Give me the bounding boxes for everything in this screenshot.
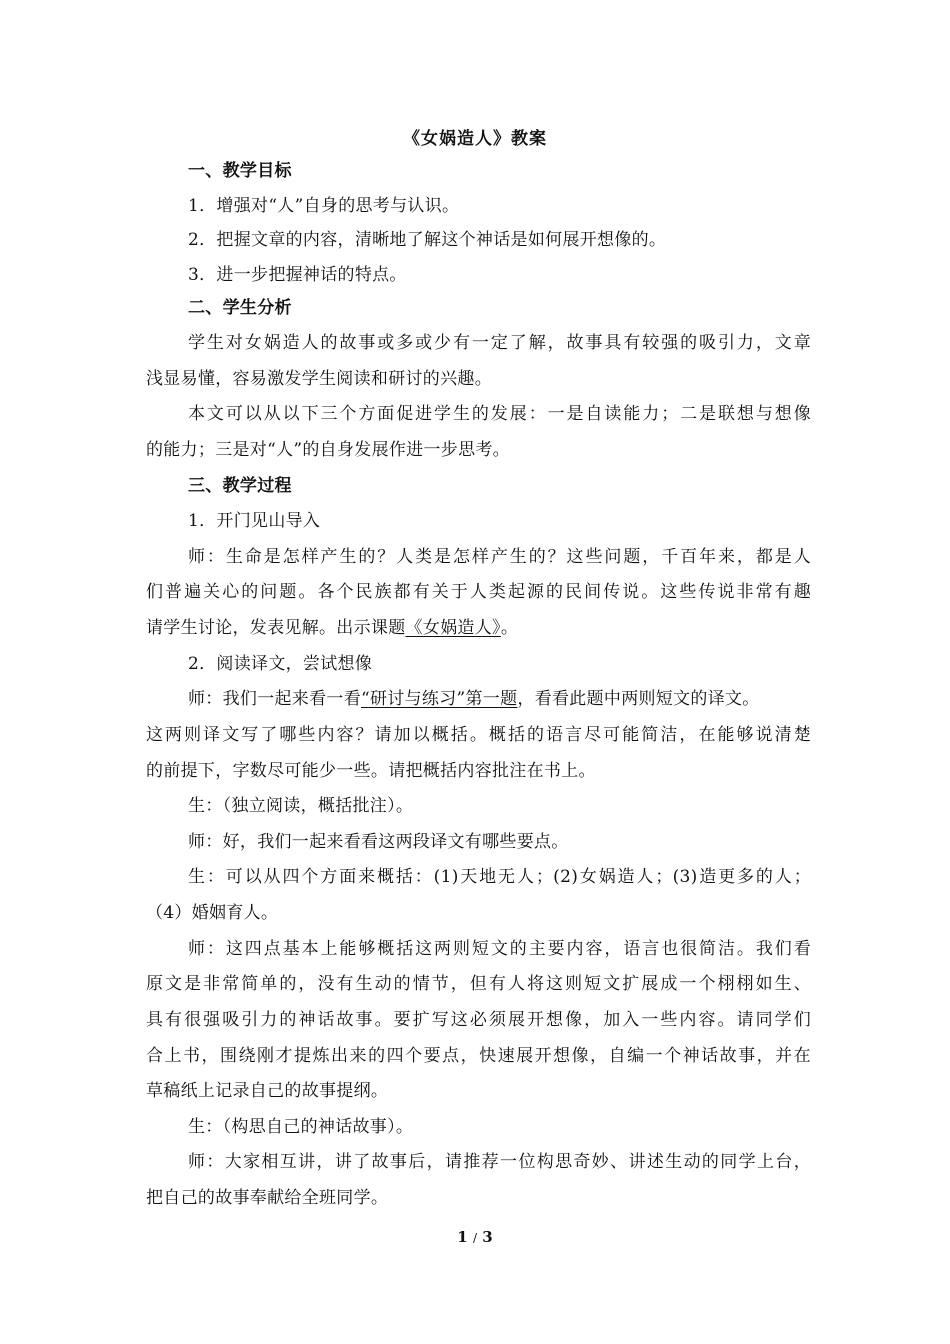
step-heading-2: 2．阅读译文，尝试想像 xyxy=(188,654,373,674)
document-title: 《女娲造人》教案 xyxy=(403,129,547,149)
paragraph-line xyxy=(146,617,811,639)
paragraph-line: 师：这四点基本上能够概括这两则短文的主要内容，语言也很简洁。我们看 xyxy=(188,939,811,959)
section-heading-students: 二、学生分析 xyxy=(188,298,292,318)
paragraph-line: 生：可以从四个方面来概括：(1)天地无人；(2)女娲造人；(3)造更多的人； xyxy=(188,867,811,887)
paragraph-line: 浅显易懂，容易激发学生阅读和研讨的兴趣。 xyxy=(146,369,492,389)
paragraph-line: 们普遍关心的问题。各个民族都有关于人类起源的民间传说。这些传说非常有趣 xyxy=(146,582,811,602)
paragraph-line: 的前提下，字数尽可能少一些。请把概括内容批注在书上。 xyxy=(146,761,596,781)
paragraph-line: 本文可以从以下三个方面促进学生的发展：一是自读能力；二是联想与想像 xyxy=(188,404,811,424)
paragraph-line: 生：（构思自己的神话故事）。 xyxy=(188,1117,414,1137)
paragraph-line: 这两则译文写了哪些内容？请加以概括。概括的语言尽可能简洁，在能够说清楚 xyxy=(146,725,811,745)
paragraph-line: 师：生命是怎样产生的？人类是怎样产生的？这些问题，千百年来，都是人 xyxy=(188,547,811,567)
exercise-link[interactable]: “研讨与练习”第一题 xyxy=(361,689,518,709)
section-heading-goals: 一、教学目标 xyxy=(188,161,292,181)
section-heading-process: 三、教学过程 xyxy=(188,476,292,496)
text-span: 师：我们一起来看一看 xyxy=(188,689,361,709)
paragraph-line: 合上书，围绕刚才提炼出来的四个要点，快速展开想像，自编一个神话故事，并在 xyxy=(146,1046,811,1066)
page-separator: / xyxy=(472,1231,478,1245)
text-span: ，看看此题中两则短文的译文。 xyxy=(517,689,760,709)
goal-item-2: 2．把握文章的内容，清晰地了解这个神话是如何展开想像的。 xyxy=(188,230,667,250)
text-span: 。 xyxy=(500,618,519,638)
paragraph-line: 师：好，我们一起来看看这两段译文有哪些要点。 xyxy=(188,832,569,852)
paragraph-line: 草稿纸上记录自己的故事提纲。 xyxy=(146,1081,389,1101)
step-heading-1: 1．开门见山导入 xyxy=(188,511,321,531)
paragraph-line: 师：大家相互讲，讲了故事后，请推荐一位构思奇妙、讲述生动的同学上台， xyxy=(188,1152,811,1172)
paragraph-line: 具有很强吸引力的神话故事。要扩写这必须展开想像，加入一些内容。请同学们 xyxy=(146,1010,811,1030)
paragraph-line: 的能力；三是对“人”的自身发展作进一步思考。 xyxy=(146,440,510,460)
goal-item-1: 1．增强对“人”自身的思考与认识。 xyxy=(188,196,460,216)
paragraph-line: 把自己的故事奉献给全班同学。 xyxy=(146,1188,389,1208)
paragraph-line: 原文是非常简单的，没有生动的情节，但有人将这则短文扩展成一个栩栩如生、 xyxy=(146,974,811,994)
paragraph-line: （4）婚姻育人。 xyxy=(146,903,279,923)
lesson-title-link[interactable]: 《女娲造人》 xyxy=(405,618,501,638)
page-current: 1 xyxy=(457,1228,468,1246)
goal-item-3: 3．进一步把握神话的特点。 xyxy=(188,265,407,285)
text-span: 请学生讨论，发表见解。出示课题 xyxy=(146,618,406,638)
paragraph-line: 学生对女娲造人的故事或多或少有一定了解，故事具有较强的吸引力，文章 xyxy=(188,333,811,353)
paragraph-line: 生：（独立阅读，概括批注）。 xyxy=(188,796,414,816)
page-number xyxy=(0,1228,950,1246)
page-total: 3 xyxy=(482,1228,493,1246)
paragraph-line xyxy=(188,688,811,710)
